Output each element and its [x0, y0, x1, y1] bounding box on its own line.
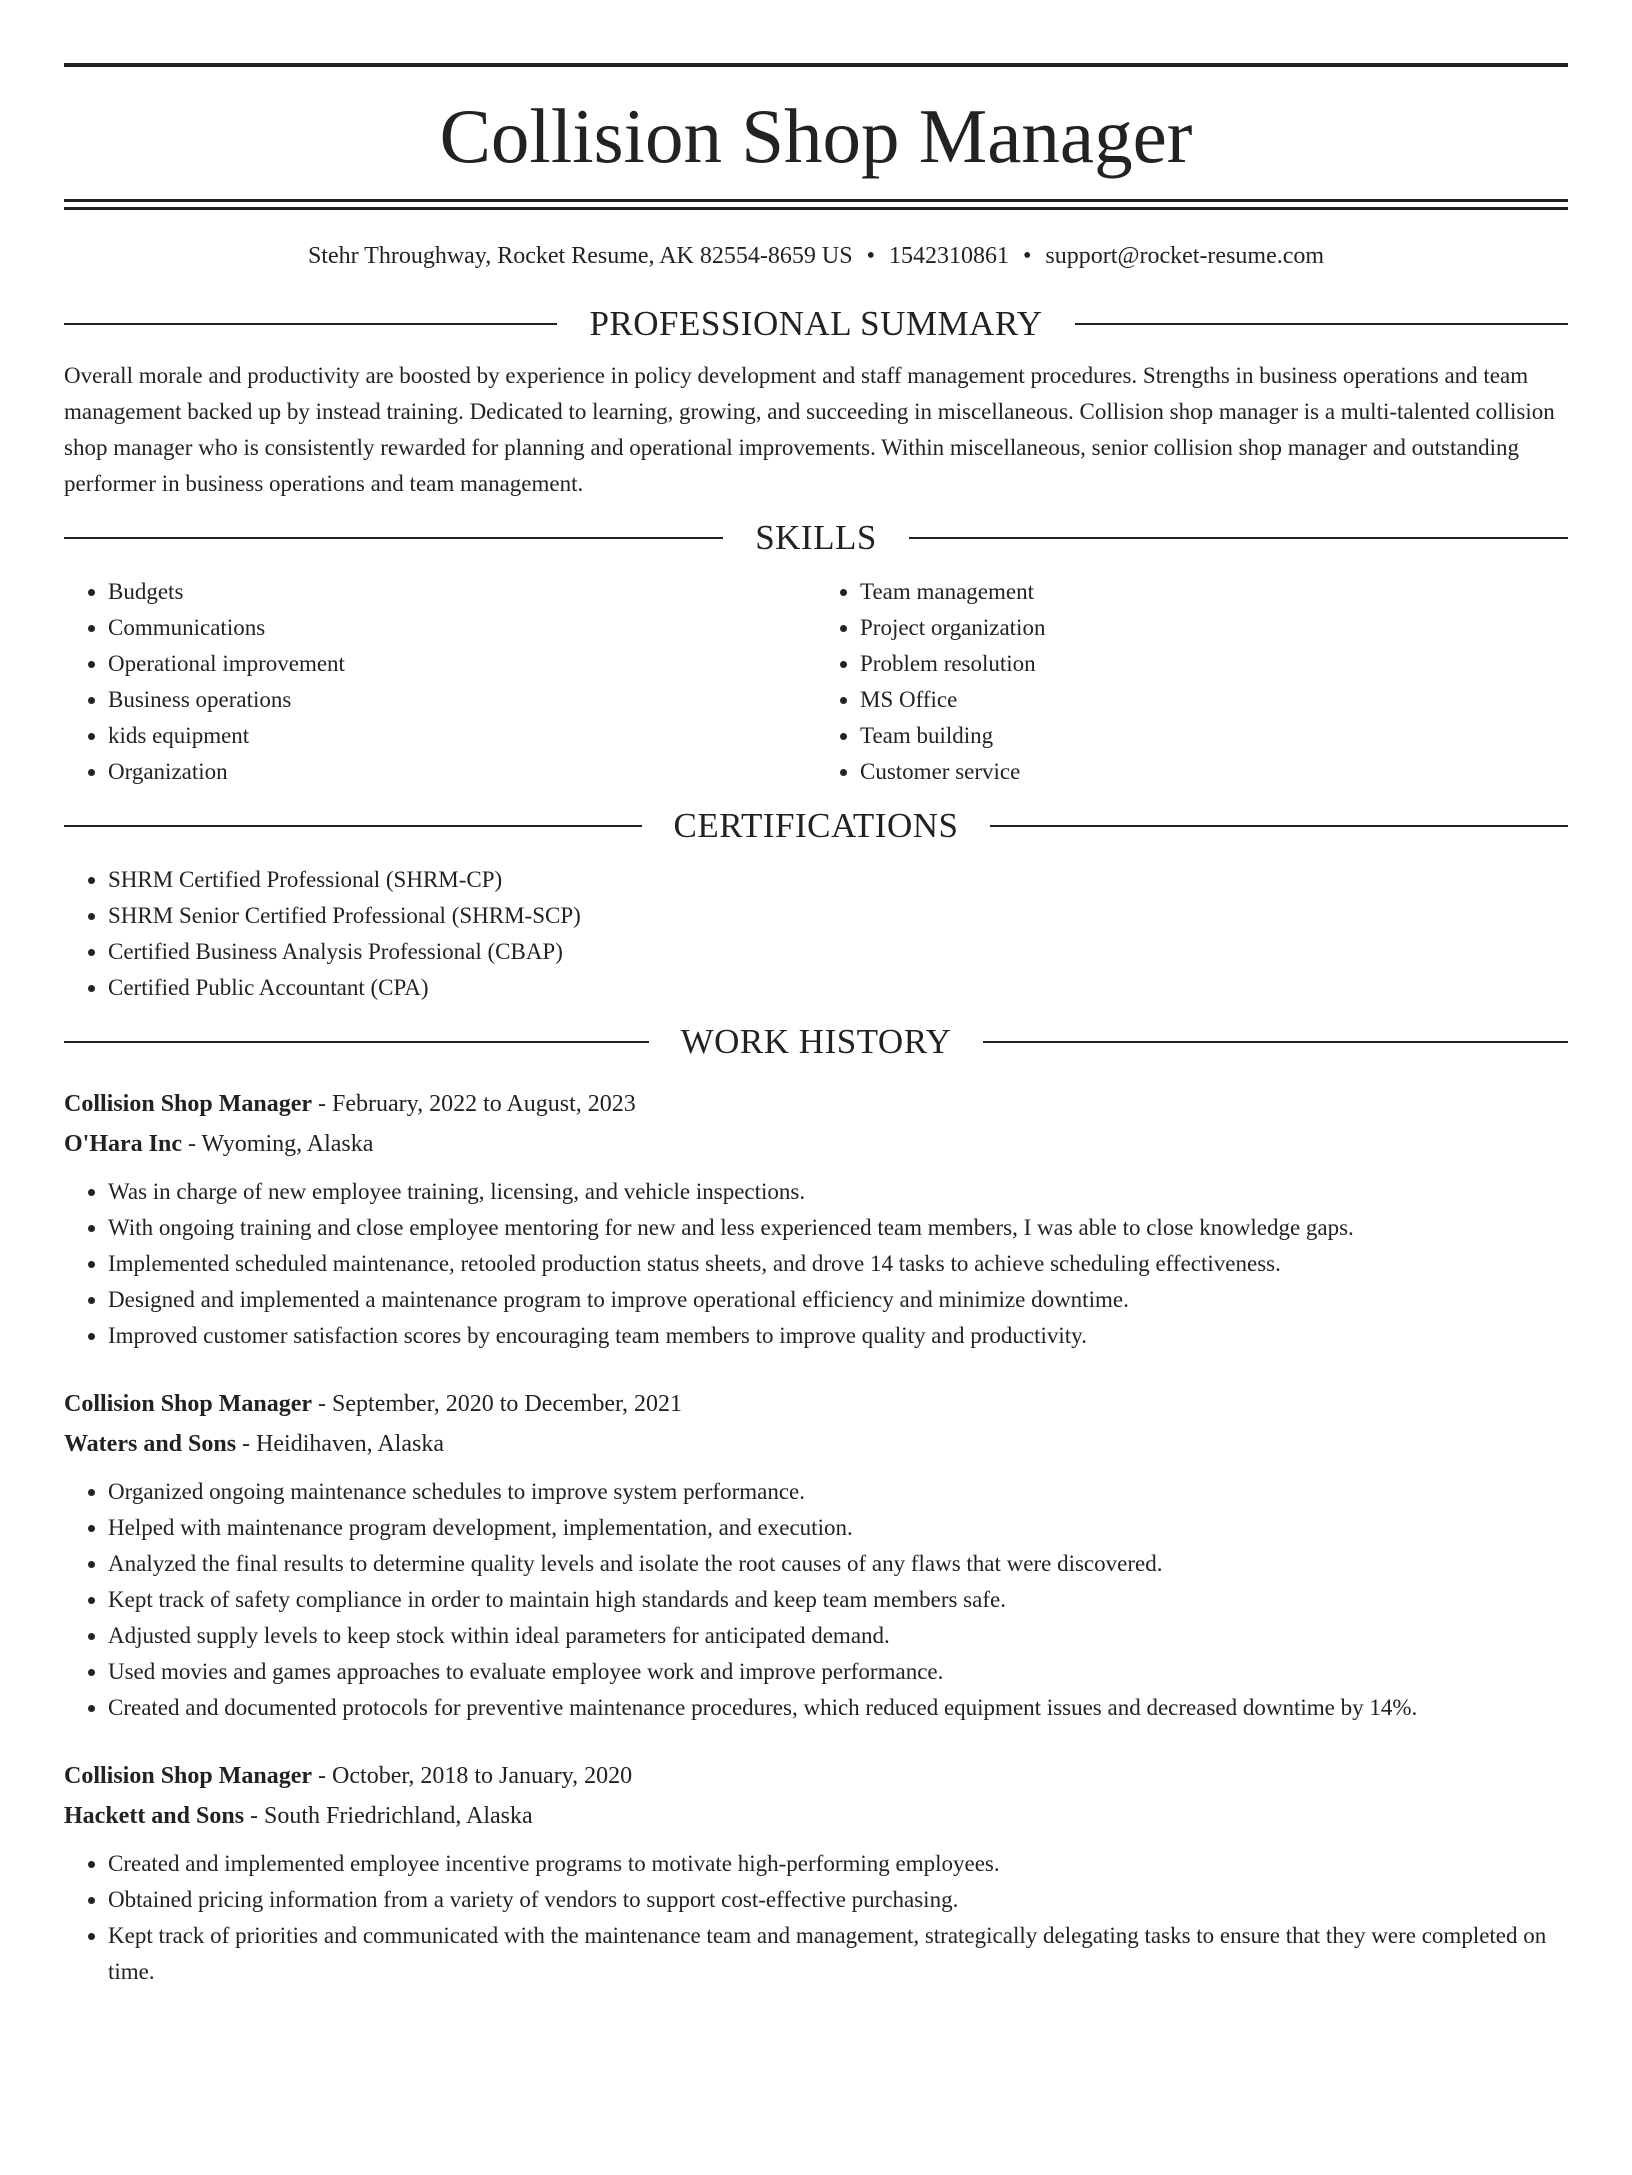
contact-line: [64, 240, 1568, 272]
certifications-list: [64, 862, 1568, 1006]
job-bullet: • Designed and implemented a maintenance program to improve operational efficiency and minimize downtime.: [108, 1282, 1568, 1318]
job-company: O'Hara Inc: [64, 1131, 182, 1157]
job-bullet: • Implemented scheduled maintenance, retooled production status sheets, and drove 14 tasks to achieve scheduling effectiveness.: [108, 1246, 1568, 1282]
contact-phone: 1542310861: [888, 243, 1009, 269]
job-company: Hackett and Sons: [64, 1803, 245, 1829]
job-location: - Wyoming, Alaska: [182, 1131, 374, 1157]
job-bullet: • Obtained pricing information from a variety of vendors to support cost-effective purchasing.: [108, 1882, 1568, 1918]
skills-column-left: [64, 574, 816, 790]
skill-item: • Customer service: [860, 754, 1568, 790]
job-dates: - February, 2022 to August, 2023: [312, 1091, 636, 1117]
job-bullet: • Adjusted supply levels to keep stock within ideal parameters for anticipated demand.: [108, 1618, 1568, 1654]
skill-item: • Project organization: [860, 610, 1568, 646]
skill-item: • Organization: [108, 754, 816, 790]
resume-page: [0, 63, 1632, 2175]
summary-text: Overall morale and productivity are boosted by experience in policy development and staff management procedures. Strengths in business operations and team management backed up by instead training. Dedicated to learning, growing, and succeeding in miscellaneous. Collision shop manager is a multi-talented collision shop manager who is consistently rewarded for planning and operational improvements. Within miscellaneous, senior collision shop manager and outstanding performer in business operations and team management.: [64, 363, 1555, 496]
job-entry: [64, 1084, 1568, 1354]
heading-rule-left: [64, 825, 642, 827]
job-entry: [64, 1756, 1568, 1990]
heading-rule-left: [64, 1041, 649, 1043]
skill-item: • Business operations: [108, 682, 816, 718]
job-company-line: [64, 1796, 1568, 1836]
work-history-section-heading: [64, 1022, 1568, 1062]
job-company-line: [64, 1424, 1568, 1464]
job-company: Waters and Sons: [64, 1431, 237, 1457]
certifications-section-heading: [64, 806, 1568, 846]
job-bullet: • Helped with maintenance program development, implementation, and execution.: [108, 1510, 1568, 1546]
job-location: - South Friedrichland, Alaska: [244, 1803, 533, 1829]
job-dates: - September, 2020 to December, 2021: [312, 1391, 683, 1417]
job-bullets: [64, 1474, 1568, 1726]
heading-rule-left: [64, 323, 557, 325]
skills-list: [64, 574, 1568, 790]
certifications-heading-label: CERTIFICATIONS: [673, 806, 959, 845]
job-bullet: • Was in charge of new employee training, licensing, and vehicle inspections.: [108, 1174, 1568, 1210]
skill-item: • Problem resolution: [860, 646, 1568, 682]
job-bullet: • Created and documented protocols for preventive maintenance procedures, which reduced equipment issues and decreased downtime by 14%.: [108, 1690, 1568, 1726]
heading-rule-right: [983, 1041, 1568, 1043]
skills-column-right: [816, 574, 1568, 790]
title-double-rule: [64, 199, 1568, 210]
job-bullets: [64, 1846, 1568, 1990]
job-bullet: • Organized ongoing maintenance schedules to improve system performance.: [108, 1474, 1568, 1510]
job-bullet: • Kept track of safety compliance in order to maintain high standards and keep team members safe.: [108, 1582, 1568, 1618]
skill-item: • Team management: [860, 574, 1568, 610]
summary-heading-label: PROFESSIONAL SUMMARY: [589, 304, 1043, 343]
heading-rule-right: [909, 537, 1568, 539]
heading-rule-right: [1075, 323, 1568, 325]
heading-rule-right: [990, 825, 1568, 827]
certification-item: • SHRM Senior Certified Professional (SHRM-SCP): [108, 898, 1568, 934]
skill-item: • kids equipment: [108, 718, 816, 754]
certification-item: • SHRM Certified Professional (SHRM-CP): [108, 862, 1568, 898]
job-bullet: • With ongoing training and close employee mentoring for new and less experienced team members, I was able to close knowledge gaps.: [108, 1210, 1568, 1246]
contact-address: Stehr Throughway, Rocket Resume, AK 82554-8659 US: [307, 243, 853, 269]
job-company-line: [64, 1124, 1568, 1164]
contact-separator: •: [866, 243, 875, 269]
contact-email: support@rocket-resume.com: [1045, 243, 1325, 269]
job-location: - Heidihaven, Alaska: [236, 1431, 444, 1457]
heading-rule-left: [64, 537, 723, 539]
job-role: Collision Shop Manager: [64, 1763, 313, 1789]
job-role: Collision Shop Manager: [64, 1091, 313, 1117]
job-bullets: [64, 1174, 1568, 1354]
job-bullet: • Used movies and games approaches to evaluate employee work and improve performance.: [108, 1654, 1568, 1690]
job-title-line: [64, 1084, 1568, 1124]
skill-item: • Communications: [108, 610, 816, 646]
job-title-line: [64, 1756, 1568, 1796]
contact-separator: •: [1022, 243, 1032, 269]
work-history-heading-label: WORK HISTORY: [680, 1022, 952, 1061]
skill-item: • Operational improvement: [108, 646, 816, 682]
skills-section-heading: [64, 518, 1568, 558]
job-bullet: • Improved customer satisfaction scores by encouraging team members to improve quality and productivity.: [108, 1318, 1568, 1354]
skill-item: • Budgets: [108, 574, 816, 610]
job-bullet: • Created and implemented employee incentive programs to motivate high-performing employees.: [108, 1846, 1568, 1882]
resume-title: Collision Shop Manager: [439, 93, 1193, 179]
skills-heading-label: SKILLS: [755, 518, 877, 557]
certification-item: • Certified Business Analysis Professional (CBAP): [108, 934, 1568, 970]
skill-item: • Team building: [860, 718, 1568, 754]
job-bullet: • Kept track of priorities and communicated with the maintenance team and management, strategically delegating tasks to ensure that they were completed on time.: [108, 1918, 1568, 1990]
skill-item: • MS Office: [860, 682, 1568, 718]
job-bullet: • Analyzed the final results to determine quality levels and isolate the root causes of any flaws that were discovered.: [108, 1546, 1568, 1582]
job-title-line: [64, 1384, 1568, 1424]
certification-item: • Certified Public Accountant (CPA): [108, 970, 1568, 1006]
top-rule: [64, 63, 1568, 67]
summary-section-heading: [64, 304, 1568, 344]
job-entry: [64, 1384, 1568, 1726]
job-dates: - October, 2018 to January, 2020: [312, 1763, 633, 1789]
job-role: Collision Shop Manager: [64, 1391, 313, 1417]
